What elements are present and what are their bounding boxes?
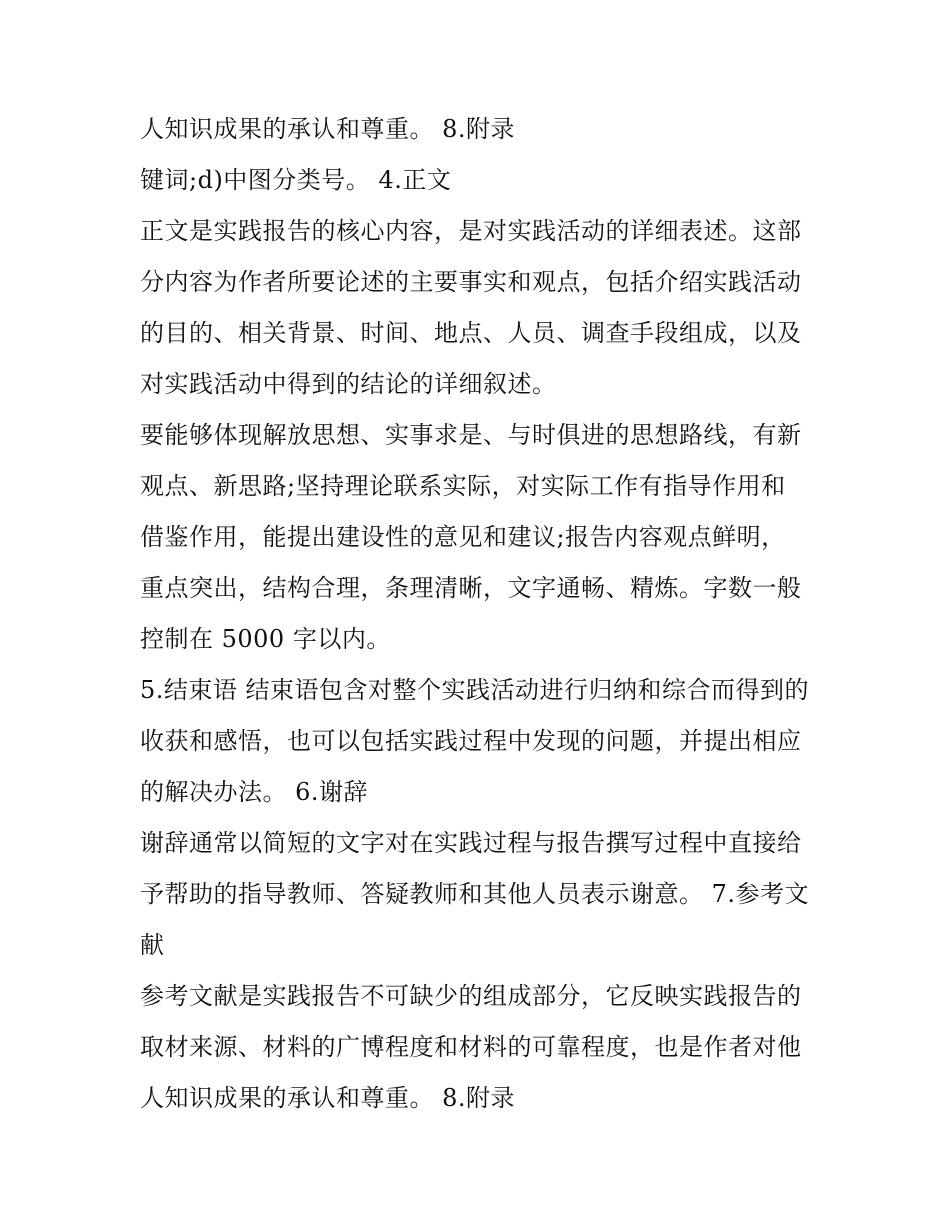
text-line: 对实践活动中得到的结论的详细叙述。 bbox=[140, 370, 557, 398]
text-line: 观点、新思路;坚持理论联系实际，对实际工作有指导作用和 bbox=[140, 472, 786, 500]
text-line: 的解决办法。 6.谢辞 bbox=[140, 778, 369, 806]
text-line: 的目的、相关背景、时间、地点、人员、调查手段组成，以及 bbox=[140, 319, 802, 347]
text-line: 正文是实践报告的核心内容，是对实践活动的详细表述。这部 bbox=[140, 217, 802, 245]
document-body bbox=[140, 104, 820, 1124]
text-line: 借鉴作用，能提出建设性的意见和建议;报告内容观点鲜明， bbox=[140, 523, 786, 551]
text-line: 重点突出，结构合理，条理清晰，文字通畅、精炼。字数一般 bbox=[140, 574, 802, 602]
text-line: 5.结束语 结束语包含对整个实践活动进行归纳和综合而得到的 bbox=[140, 676, 810, 704]
text-line: 分内容为作者所要论述的主要事实和观点，包括介绍实践活动 bbox=[140, 268, 802, 296]
text-line: 键词;d)中图分类号。 4.正文 bbox=[140, 166, 452, 194]
text-line: 参考文献是实践报告不可缺少的组成部分，它反映实践报告的 bbox=[140, 982, 802, 1010]
text-line: 收获和感悟，也可以包括实践过程中发现的问题，并提出相应 bbox=[140, 727, 802, 755]
text-line: 取材来源、材料的广博程度和材料的可靠程度，也是作者对他 bbox=[140, 1033, 802, 1061]
text-line: 人知识成果的承认和尊重。 8.附录 bbox=[140, 1084, 516, 1112]
text-line: 献 bbox=[140, 931, 165, 959]
text-line: 控制在 5000 字以内。 bbox=[140, 625, 391, 653]
text-line: 要能够体现解放思想、实事求是、与时俱进的思想路线，有新 bbox=[140, 421, 802, 449]
text-line: 人知识成果的承认和尊重。 8.附录 bbox=[140, 115, 516, 143]
text-line: 谢辞通常以简短的文字对在实践过程与报告撰写过程中直接给 bbox=[140, 829, 802, 857]
text-line: 予帮助的指导教师、答疑教师和其他人员表示谢意。 7.参考文 bbox=[140, 880, 810, 908]
